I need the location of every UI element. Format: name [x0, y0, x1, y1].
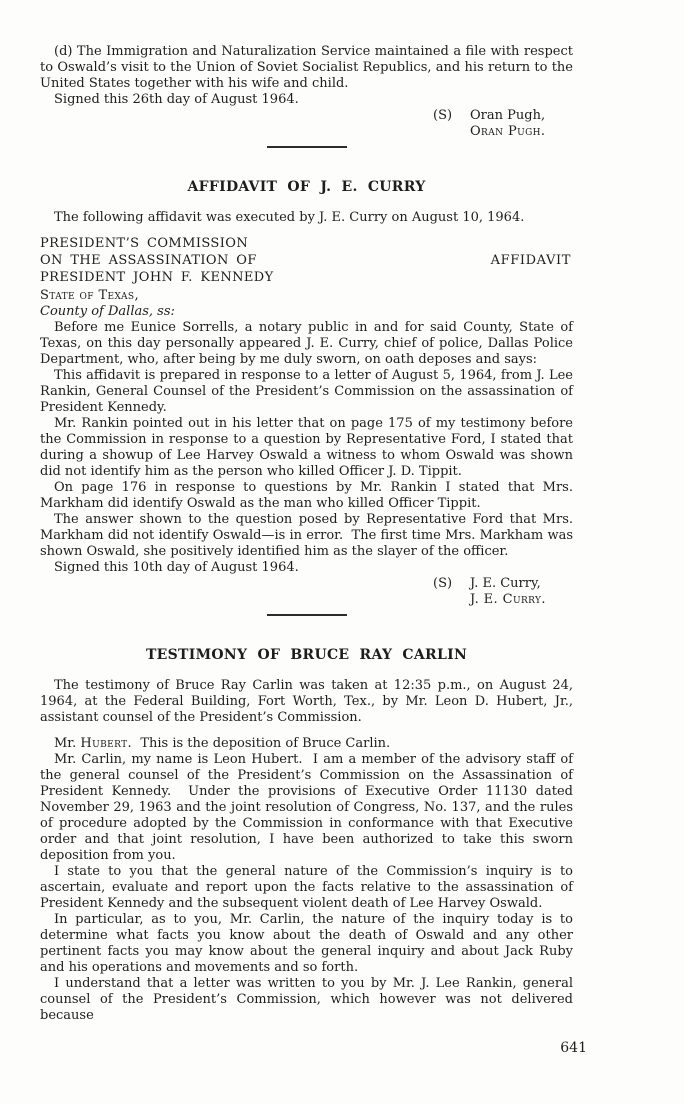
section-divider — [267, 146, 347, 148]
affidavit-body — [40, 320, 578, 576]
signature-block-pugh — [433, 108, 573, 140]
signature-name-written: J. E. Curry, — [470, 576, 541, 591]
section-divider — [267, 614, 347, 616]
commission-line: PRESIDENT’S COMMISSION — [40, 236, 249, 251]
venue-state: State of Texas, — [40, 288, 140, 303]
testimony-body — [40, 752, 578, 1024]
speaker-prefix: Mr. — [54, 736, 81, 751]
signature-line — [433, 592, 573, 608]
affidavit-paragraph: Before me Eunice Sorrells, a notary public in and for said County, State of Texas, on this day personally appeared J. E. Curry, chief of police, Dallas Police Department, who, after being by me duly sworn, on oath deposes and says: — [40, 320, 578, 367]
signature-block-curry — [433, 576, 573, 608]
affidavit-label: AFFIDAVIT — [490, 253, 571, 268]
venue-county: County of Dallas, ss: — [40, 304, 175, 319]
affidavit-paragraph: On page 176 in response to questions by Mr. Rankin I stated that Mrs. Markham did identify Oswald as the man who killed Officer Tippit. — [40, 480, 578, 511]
deposition-speaker-line — [40, 736, 573, 752]
signature-s-mark: (S) — [433, 576, 453, 591]
commission-line: ON THE ASSASSINATION OF — [40, 253, 257, 268]
commission-letterhead — [40, 235, 573, 286]
paragraph-signed-pugh: Signed this 26th day of August 1964. — [54, 92, 299, 107]
speaker-name: Hubert. — [80, 736, 133, 751]
testimony-paragraph: I state to you that the general nature of the Commission’s inquiry is to ascertain, evaluate and report upon the facts relative to the assassination of President Kennedy and the subsequent violent death of Lee Harvey Oswald. — [40, 864, 578, 911]
affidavit-paragraph: This affidavit is prepared in response to a letter of August 5, 1964, from J. Lee Rankin, General Counsel of the President’s Commission on the assassination of President Kennedy. — [40, 368, 578, 415]
speaker-statement: This is the deposition of Bruce Carlin. — [140, 736, 391, 751]
signature-name-written: Oran Pugh, — [470, 108, 546, 123]
affidavit-paragraph: Mr. Rankin pointed out in his letter that on page 175 of my testimony before the Commission in response to a question by Representative Ford, I stated that during a showup of Lee Harvey Oswald a witness to whom Oswald was shown did not identify him as the person who killed Officer J. D. Tippit. — [40, 416, 578, 479]
signature-line — [433, 576, 573, 592]
signature-name-printed: Oran Pugh. — [470, 124, 546, 139]
testimony-paragraph: In particular, as to you, Mr. Carlin, the nature of the inquiry today is to determine what facts you know about the death of Oswald and any other pertinent facts you may know about the general inquiry and about Jack Ruby and his operations and movements and so forth. — [40, 912, 578, 975]
testimony-paragraph: I understand that a letter was written to you by Mr. J. Lee Rankin, general counsel of the President’s Commission, which however was not delivered because — [40, 976, 578, 1023]
signature-line — [433, 124, 573, 140]
testimony-intro: The testimony of Bruce Ray Carlin was taken at 12:35 p.m., on August 24, 1964, at the Federal Building, Fort Worth, Tex., by Mr. Leon D. Hubert, Jr., assistant counsel of the President’s Commission. — [40, 678, 578, 725]
signature-s-mark: (S) — [433, 108, 453, 123]
affidavit-intro: The following affidavit was executed by J. E. Curry on August 10, 1964. — [54, 210, 525, 225]
affidavit-curry-heading: AFFIDAVIT OF J. E. CURRY — [187, 179, 426, 195]
testimony-carlin-heading: TESTIMONY OF BRUCE RAY CARLIN — [145, 647, 468, 663]
paragraph-signed-curry: Signed this 10th day of August 1964. — [54, 560, 299, 575]
affidavit-paragraph: The answer shown to the question posed by Representative Ford that Mrs. Markham did not identify Oswald—is in error. The first time Mrs. Markham was shown Oswald, she positively identified him as the slayer of the officer. — [40, 512, 578, 559]
paragraph-immigration-file: (d) The Immigration and Naturalization Service maintained a file with respect to Oswald’s visit to the Union of Soviet Socialist Republics, and his return to the United States together with his wife and child. — [40, 44, 578, 91]
venue-block — [40, 288, 573, 320]
signature-line — [433, 108, 573, 124]
testimony-paragraph: Mr. Carlin, my name is Leon Hubert. I am a member of the advisory staff of the general counsel of the President’s Commission on the Assassination of President Kennedy. Under the provisions of Executive Order 11130 dated November 29, 1963 and the joint resolution of Congress, No. 137, and the rules of procedure adopted by the Commission in conformance with that Executive order and that joint resolution, I have been authorized to take this sworn deposition from you. — [40, 752, 578, 863]
signature-name-printed: J. E. Curry. — [470, 592, 546, 607]
page-number: 641 — [560, 1040, 587, 1056]
commission-line: PRESIDENT JOHN F. KENNEDY — [40, 270, 274, 285]
